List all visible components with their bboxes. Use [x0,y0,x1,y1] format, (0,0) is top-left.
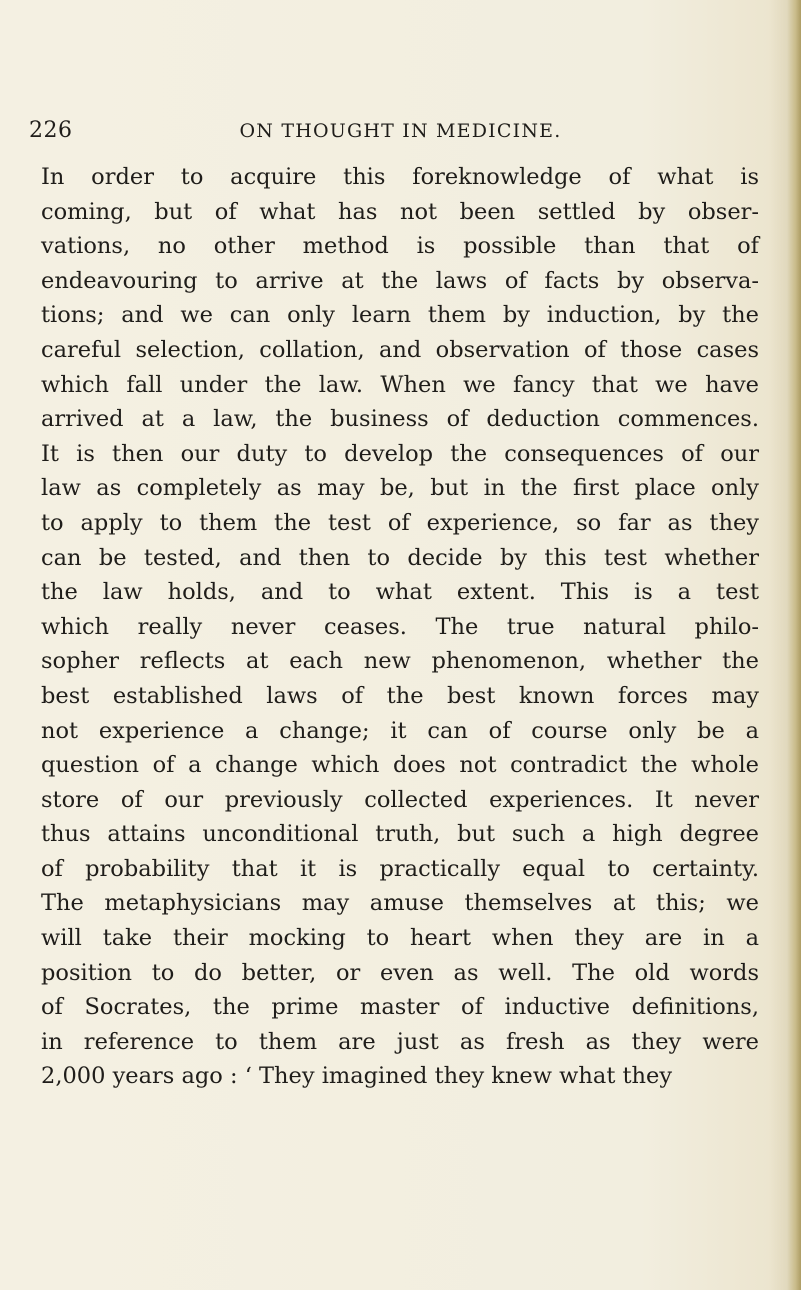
text-line: law as completely as may be, but in the first place only [41,475,759,502]
text-line: question of a change which does not contradict the whole [41,752,759,779]
text-line: vations, no other method is possible than that of [41,233,759,260]
text-line: not experience a change; it can of course only be a [41,717,759,744]
page-edge-shadow [787,0,801,1290]
body-paragraph [41,160,759,1094]
text-line: of Socrates, the prime master of inductive definitions, [41,994,759,1021]
text-line: It is then our duty to develop the consequences of our [41,440,759,467]
running-title: ON THOUGHT IN MEDICINE. [239,120,562,142]
text-line: coming, but of what has not been settled by obser- [41,198,759,225]
text-line: sopher reflects at each new phenomenon, whether the [41,648,759,675]
text-line: endeavouring to arrive at the laws of facts by observa- [41,267,759,294]
text-line: the law holds, and to what extent. This is a test [41,579,759,606]
text-line: tions; and we can only learn them by induction, by the [41,302,759,329]
text-line: best established laws of the best known forces may [41,682,759,709]
text-line: 2,000 years ago : ‘ They imagined they knew what they [41,1063,673,1090]
text-line: in reference to them are just as fresh as they were [41,1028,759,1055]
text-line: of probability that it is practically equal to certainty. [41,855,759,882]
text-line: careful selection, collation, and observation of those cases [41,336,759,363]
text-line: The metaphysicians may amuse themselves at this; we [41,890,759,917]
text-line: can be tested, and then to decide by this test whether [41,544,759,571]
page-header [0,118,801,148]
text-line: will take their mocking to heart when they are in a [41,925,759,952]
text-line: thus attains unconditional truth, but such a high degree [41,821,759,848]
text-line: store of our previously collected experiences. It never [41,786,759,813]
text-line: which fall under the law. When we fancy that we have [41,371,759,398]
page-number: 226 [29,118,73,143]
text-line: In order to acquire this foreknowledge of what is [41,164,759,190]
text-line: position to do better, or even as well. The old words [41,959,759,986]
text-line: which really never ceases. The true natural philo- [41,613,759,640]
text-line: to apply to them the test of experience, so far as they [41,509,759,536]
text-line: arrived at a law, the business of deduction commences. [41,406,759,433]
